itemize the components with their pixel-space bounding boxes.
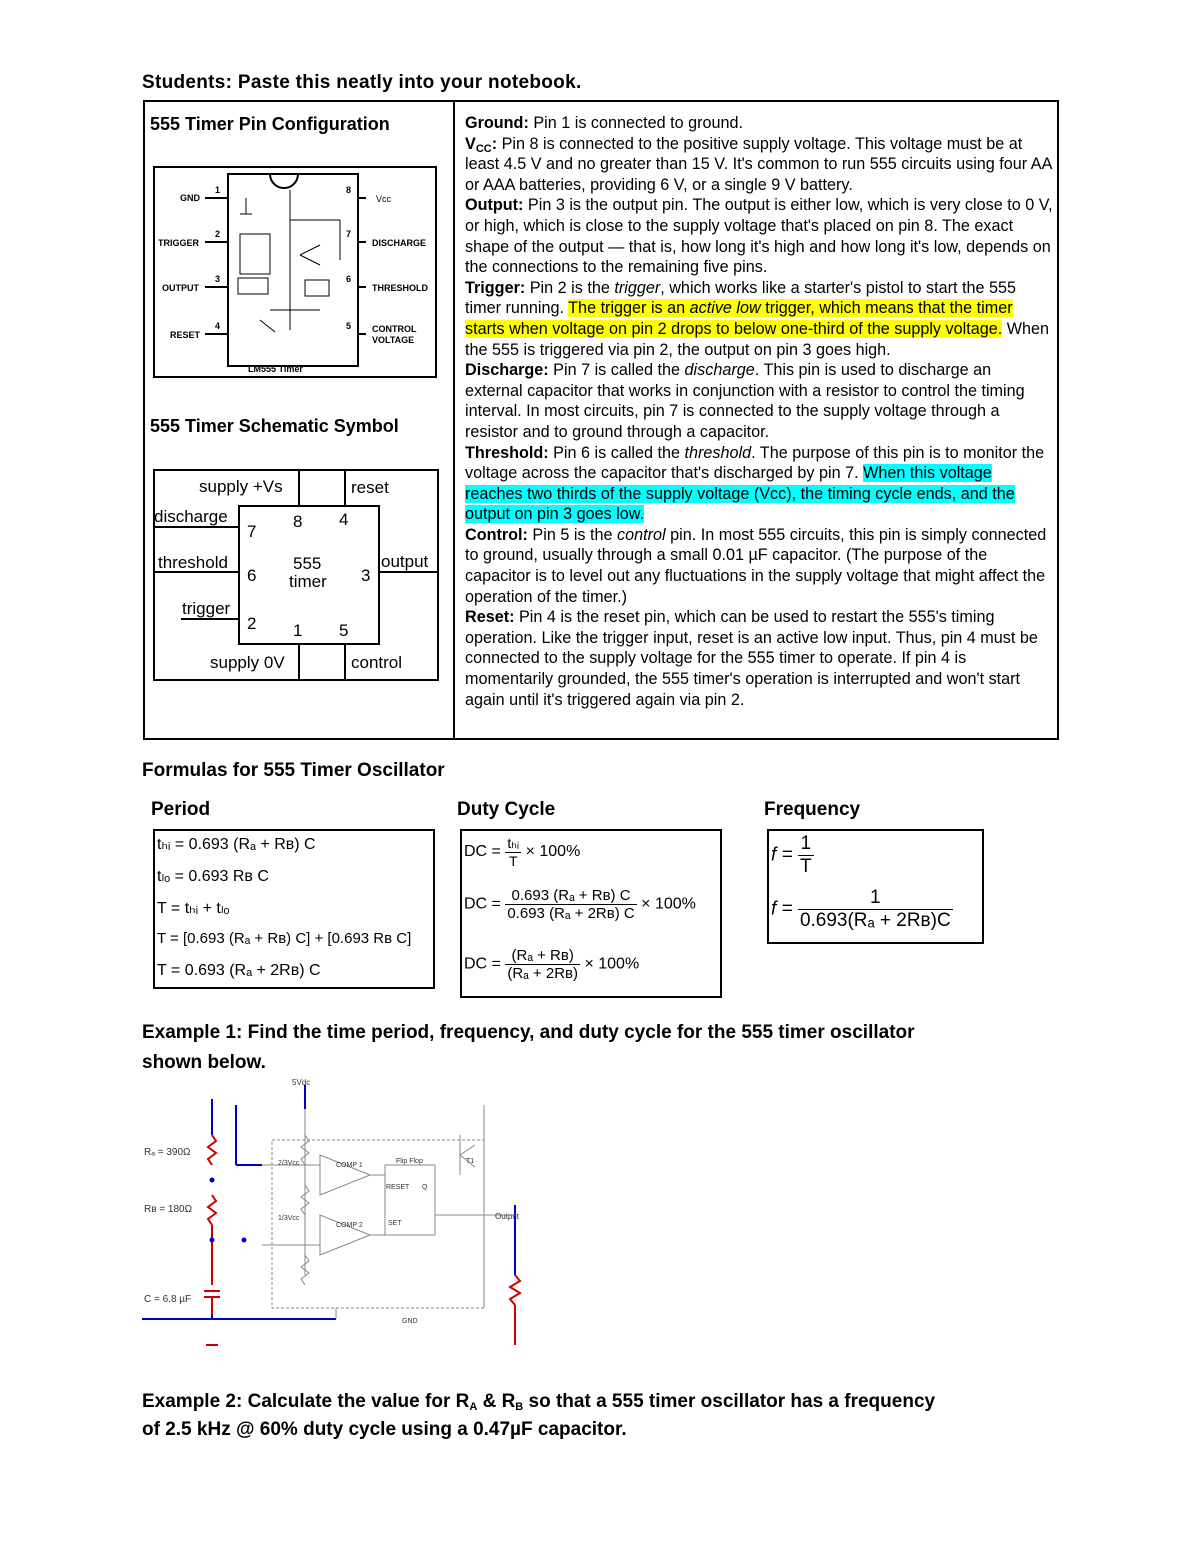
symbol-pin6: 6 bbox=[247, 566, 257, 585]
chip-caption: LM555 Timer bbox=[248, 364, 303, 374]
chip-pin7-label: DISCHARGE bbox=[372, 238, 427, 248]
comp1-label: COMP 1 bbox=[336, 1162, 363, 1169]
period-formula-1: tₕᵢ = 0.693 (Rₐ + Rʙ) C bbox=[157, 836, 316, 853]
pin-config-title: 555 Timer Pin Configuration bbox=[150, 114, 390, 134]
trigger-highlight: The trigger is an active low trigger, which means that the timer starts when voltage on pin 2 drops to below one-third of the supply voltage. bbox=[465, 299, 1013, 338]
threshold-highlight: When this voltage reaches two thirds of the supply voltage (Vcc), the timing cycle ends, and the output on pin 3 goes low. bbox=[465, 464, 1015, 524]
schematic-symbol-title: 555 Timer Schematic Symbol bbox=[150, 416, 399, 436]
v2-label: 1/3Vcc bbox=[278, 1215, 300, 1222]
page-heading: Students: Paste this neatly into your notebook. bbox=[142, 72, 582, 93]
chip-pin1-label: GND bbox=[180, 193, 200, 203]
reset-label: RESET bbox=[386, 1184, 410, 1191]
duty-formula-3: DC = $\frac{\text{(Rₐ + Rʙ)}}{\text{(Rₐ + 2Rʙ)}}$ × 100% bbox=[464, 947, 640, 982]
q-label: Q bbox=[422, 1184, 428, 1191]
rb-label: Rʙ = 180Ω bbox=[144, 1204, 193, 1215]
chip-notch bbox=[270, 174, 298, 188]
pin-output-desc: Output: Pin 3 is the output pin. The output is either low, which is very close to 0 V, or high, which is close to the supply voltage that's placed on pin 8. The exact shape of the output — that is, how long it's high and how long it's low, depends on the connections to the remaining five pins. bbox=[465, 196, 1053, 277]
flipflop-label: Flip Flop bbox=[396, 1158, 423, 1165]
period-formula-5: T = 0.693 (Rₐ + 2Rʙ) C bbox=[157, 962, 321, 979]
example1-title: Example 1: Find the time period, frequency, and duty cycle for the 555 timer oscillator shown below. bbox=[142, 1022, 915, 1073]
pin-ground-desc: Ground: Pin 1 is connected to ground. bbox=[465, 114, 744, 132]
chip-pin2-label: TRIGGER bbox=[158, 238, 200, 248]
pin-descriptions bbox=[465, 113, 1053, 710]
table-column-divider bbox=[453, 100, 455, 740]
schematic-symbol-diagram bbox=[153, 469, 441, 683]
period-formula-3: T = tₕᵢ + tₗₒ bbox=[157, 900, 230, 917]
pin-control-desc: Control: Pin 5 is the control pin. In most 555 circuits, this pin is simply connected to ground, usually through a small 0.01 µF capacitor. (The purpose of the capacitor is to level out any fluctuations in the supply voltage that might affect the operation of the timer.) bbox=[465, 525, 1047, 606]
symbol-output-label: output bbox=[381, 552, 429, 571]
period-formula-2: tₗₒ = 0.693 Rʙ C bbox=[157, 868, 269, 885]
symbol-pin8: 8 bbox=[293, 512, 303, 531]
chip-pin4-label: RESET bbox=[170, 330, 201, 340]
freq-formula-2: f = $\frac{1}{\text{0.693(Rₐ + 2Rʙ)C}}$ bbox=[771, 887, 951, 931]
pin-threshold-desc: Threshold: Pin 6 is called the threshold. The purpose of this pin is to monitor the voltage across the capacitor that's discharged by pin 7. When this voltage reaches two thirds of the supply voltage (Vcc), the timing cycle ends, and the output on pin 3 goes low. bbox=[465, 443, 1045, 524]
chip-pin3-num: 3 bbox=[215, 274, 221, 284]
c-label: C = 6.8 µF bbox=[144, 1294, 192, 1305]
chip-pin4-num: 4 bbox=[215, 321, 221, 331]
t1-label: T1 bbox=[466, 1158, 475, 1165]
symbol-pin4: 4 bbox=[339, 510, 349, 529]
pin-vcc-desc: $V_{CC}$: Pin 8 is connected to the positive supply voltage. This voltage must be at least 4.5 V and no greater than 15 V. It's common to run 555 circuits using four AA or AAA batteries, providing 6 V, or a single 9 V battery. bbox=[465, 134, 1052, 194]
chip-pin2-num: 2 bbox=[215, 229, 221, 239]
chip-pin5-label: CONTROL bbox=[372, 324, 417, 334]
frequency-label: Frequency bbox=[764, 799, 861, 820]
symbol-trigger-label: trigger bbox=[182, 599, 231, 618]
formulas-title: Formulas for 555 Timer Oscillator bbox=[142, 760, 445, 781]
symbol-pin3: 3 bbox=[361, 566, 371, 585]
chip-body bbox=[228, 174, 358, 366]
period-formula-box bbox=[153, 829, 435, 989]
chip-pin6-label: THRESHOLD bbox=[372, 283, 428, 293]
chip-pin8-label: Vcc bbox=[376, 194, 392, 204]
symbol-center-line1: 555 bbox=[293, 554, 322, 573]
period-formula-4: T = [0.693 (Rₐ + Rʙ) C] + [0.693 Rʙ C] bbox=[157, 930, 412, 947]
example2-title: Example 2: Calculate the value for $R_A$ & $R_B$ so that a 555 timer oscillator has a frequency of 2.5 kHz @ 60% duty cycle using a 0.47µF capacitor. bbox=[142, 1391, 936, 1440]
chip-pin1-num: 1 bbox=[215, 185, 221, 195]
pin-discharge-desc: Discharge: Pin 7 is called the discharge. This pin is used to discharge an external capacitor that works in conjunction with a resistor to control the timing interval. In most circuits, pin 7 is connected to the supply voltage through a resistor and to ground through a capacitor. bbox=[465, 361, 1025, 441]
vcc-label: 5Vdc bbox=[292, 1078, 311, 1087]
symbol-pin5: 5 bbox=[339, 621, 349, 640]
symbol-discharge-label: discharge bbox=[154, 507, 228, 526]
set-label: SET bbox=[388, 1220, 402, 1227]
gnd-label: GND bbox=[402, 1318, 418, 1325]
chip-pin3-label: OUTPUT bbox=[162, 283, 199, 293]
chip-pin7-num: 7 bbox=[346, 229, 352, 239]
symbol-reset-label: reset bbox=[351, 478, 389, 497]
output-label: Output bbox=[495, 1212, 520, 1221]
period-label: Period bbox=[151, 799, 211, 820]
chip-pin5-label-line2: VOLTAGE bbox=[372, 335, 415, 345]
chip-pin8-num: 8 bbox=[346, 185, 352, 195]
pin-trigger-desc: Trigger: Pin 2 is the trigger, which works like a starter's pistol to start the 555 timer running. The trigger is an active low trigger, which means that the timer starts when voltage on pin 2 drops to below one-third of the supply voltage. When the 555 is triggered via pin 2, the output on pin 3 goes high. bbox=[465, 278, 1050, 359]
v1-label: 2/3Vcc bbox=[278, 1160, 300, 1167]
symbol-pin7: 7 bbox=[247, 522, 257, 541]
symbol-pin2: 2 bbox=[247, 614, 257, 633]
duty-cycle-formula-box bbox=[460, 829, 722, 998]
example1-circuit-diagram bbox=[140, 1075, 560, 1355]
symbol-center-line2: timer bbox=[289, 572, 327, 591]
pin-reset-desc: Reset: Pin 4 is the reset pin, which can be used to restart the 555's timing operation. Like the trigger input, reset is an active low input. Thus, pin 4 must be connected to the supply voltage for the 555 timer to operate. If pin 4 is momentarily grounded, the 555 timer's operation is interrupted and won't start again until it's triggered again via pin 2. bbox=[465, 608, 1038, 709]
lm555-chip-diagram bbox=[150, 160, 442, 382]
symbol-control-label: control bbox=[351, 653, 403, 672]
symbol-supply0-label: supply 0V bbox=[210, 653, 285, 672]
duty-formula-1: DC = $\frac{\text{tₕᵢ}}{T}$ × 100% bbox=[464, 835, 581, 869]
chip-pin6-num: 6 bbox=[346, 274, 352, 284]
symbol-supply-label: supply +Vs bbox=[199, 477, 283, 496]
symbol-threshold-label: threshold bbox=[158, 553, 228, 572]
frequency-formula-box bbox=[767, 829, 984, 944]
symbol-pin1: 1 bbox=[293, 621, 303, 640]
duty-cycle-label: Duty Cycle bbox=[457, 799, 556, 820]
chip-pin5-num: 5 bbox=[346, 321, 352, 331]
comp2-label: COMP 2 bbox=[336, 1222, 363, 1229]
freq-formula-1: f = $\frac{1}{T}$ bbox=[771, 833, 812, 877]
duty-formula-2: DC = $\frac{\text{0.693 (Rₐ + Rʙ) C}}{\text{0.693 (Rₐ + 2Rʙ) C}}$ × 100% bbox=[464, 887, 696, 922]
ra-label: Rₐ = 390Ω bbox=[144, 1147, 191, 1158]
